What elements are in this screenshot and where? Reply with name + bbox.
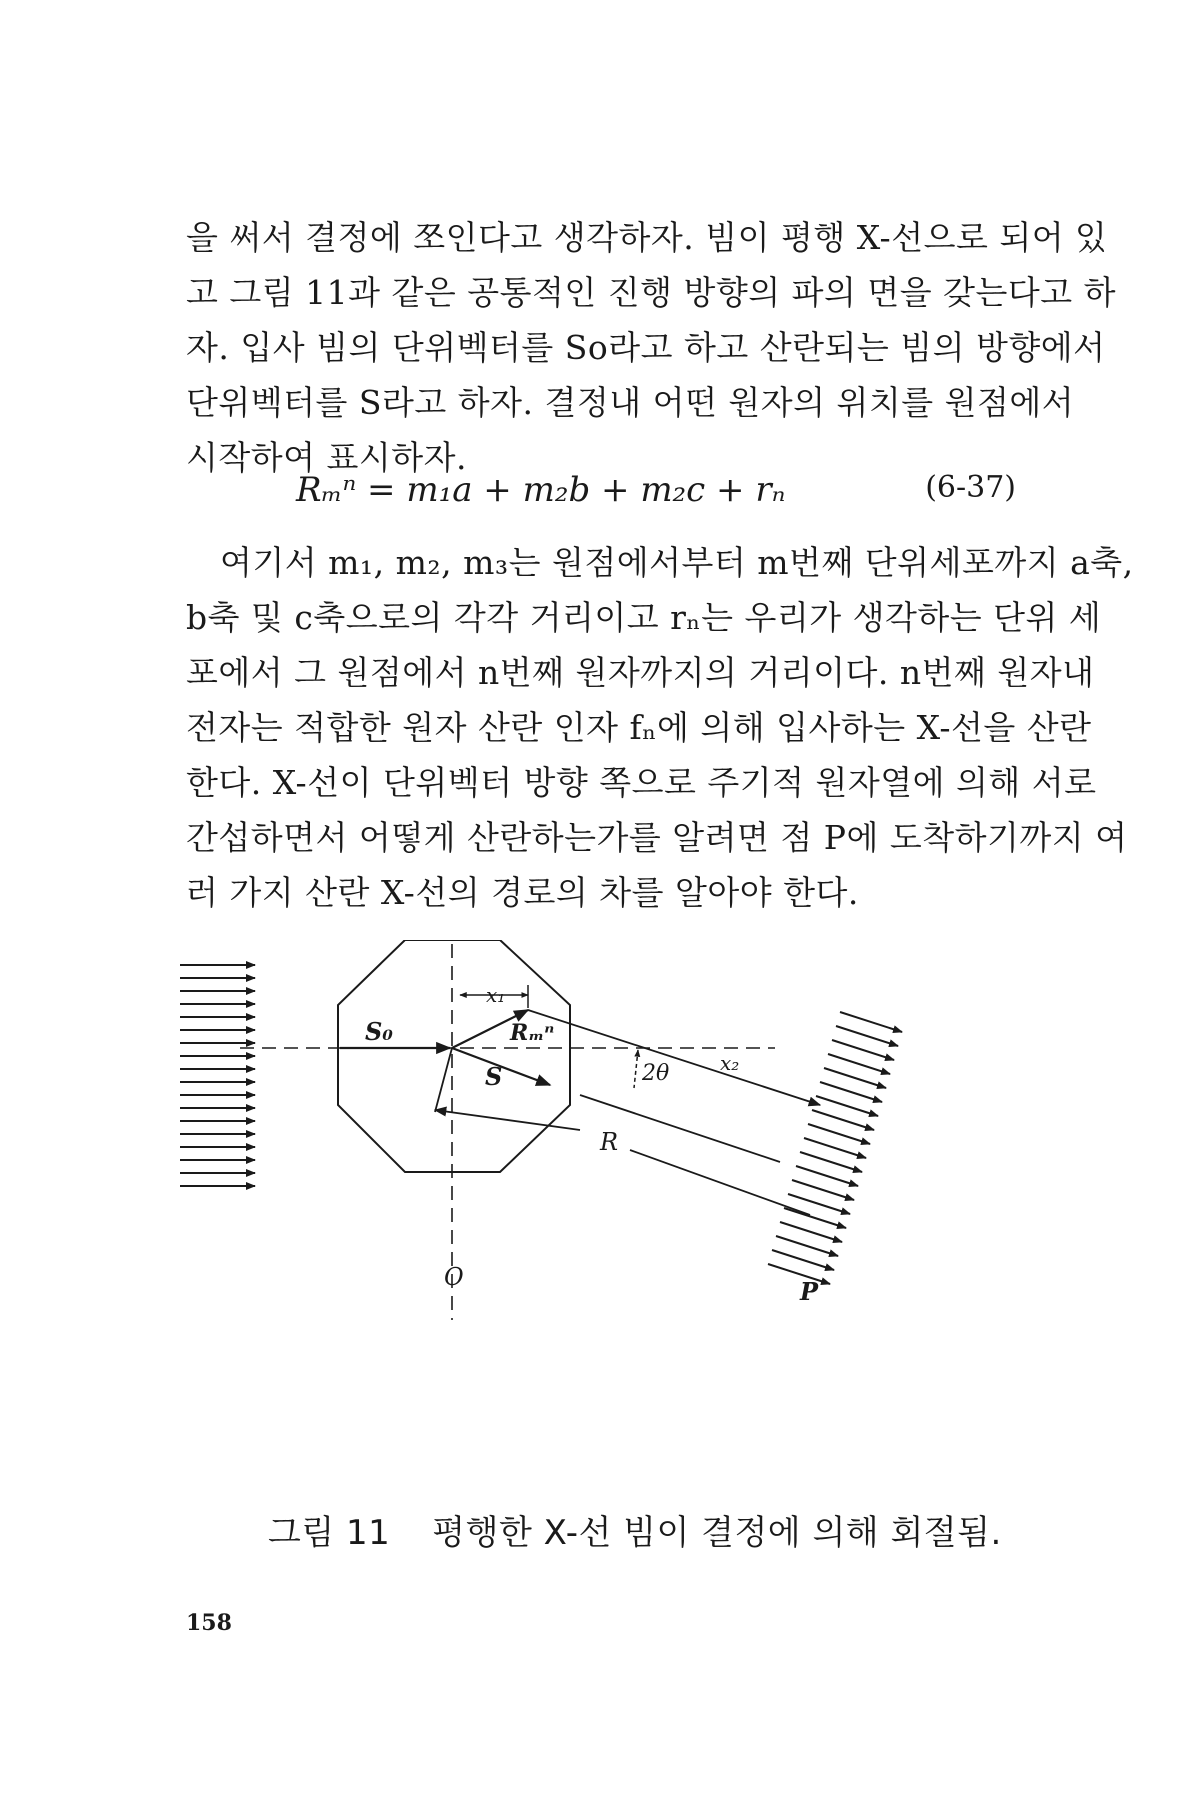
equation: Rₘⁿ = m₁a + m₂b + m₂c + rₙ bbox=[296, 470, 786, 510]
text-line: 여기서 m₁, m₂, m₃는 원점에서부터 m번째 단위세포까지 a축, bbox=[220, 543, 1134, 582]
figure-caption bbox=[268, 1505, 1002, 1554]
label-s0: S₀ bbox=[365, 1017, 393, 1046]
crystal-octagon bbox=[338, 940, 570, 1172]
label-s: S bbox=[485, 1062, 503, 1091]
label-x1: x₁ bbox=[486, 983, 506, 1007]
text-line: 포에서 그 원점에서 n번째 원자까지의 거리이다. n번째 원자내 bbox=[186, 653, 1095, 692]
label-point-p: P bbox=[800, 1277, 819, 1306]
two-theta-arc bbox=[634, 1050, 638, 1088]
text-line: b축 및 c축으로의 각각 거리이고 rₙ는 우리가 생각하는 단위 세 bbox=[186, 598, 1102, 637]
equation-row bbox=[186, 470, 1026, 520]
label-two-theta: 2θ bbox=[642, 1061, 670, 1086]
diffraction-figure bbox=[160, 940, 1060, 1540]
text-line: 한다. X-선이 단위벡터 방향 쪽으로 주기적 원자열에 의해 서로 bbox=[186, 763, 1097, 802]
diffraction-diagram bbox=[160, 940, 1060, 1540]
caption-label: 그림 11 bbox=[268, 1513, 391, 1553]
r-line bbox=[630, 1150, 810, 1215]
text-line: 러 가지 산란 X-선의 경로의 차를 알아야 한다. bbox=[186, 873, 859, 912]
drop-line bbox=[435, 1048, 452, 1112]
text-line: 고 그림 11과 같은 공통적인 진행 방향의 파의 면을 갖는다고 하 bbox=[186, 273, 1116, 312]
text-line: 단위벡터를 S라고 하자. 결정내 어떤 원자의 위치를 원점에서 bbox=[186, 383, 1075, 422]
label-rmn: Rₘⁿ bbox=[510, 1020, 555, 1046]
incident-beam-arrows bbox=[180, 965, 255, 1186]
text-line: 자. 입사 빔의 단위벡터를 So라고 하고 산란되는 빔의 방향에서 bbox=[186, 328, 1106, 367]
caption-text: 평행한 X-선 빔이 결정에 의해 회절됨. bbox=[432, 1513, 1002, 1553]
label-x2: x₂ bbox=[720, 1051, 740, 1075]
text-line: 간섭하면서 어떻게 산란하는가를 알려면 점 P에 도착하기까지 여 bbox=[186, 818, 1128, 857]
equation-number: (6-37) bbox=[925, 470, 1016, 505]
r-vector bbox=[435, 1110, 580, 1130]
page-number: 158 bbox=[186, 1610, 232, 1636]
text-line: 을 써서 결정에 쪼인다고 생각하자. 빔이 평행 X-선으로 되어 있 bbox=[186, 218, 1108, 257]
label-r: R bbox=[600, 1128, 619, 1156]
text-line: 시작하여 표시하자. bbox=[186, 438, 468, 477]
label-origin: O bbox=[444, 1263, 464, 1291]
diffracted-beam-arrows bbox=[768, 1012, 902, 1284]
paragraph-1 bbox=[186, 210, 1116, 485]
paragraph-2 bbox=[186, 535, 1134, 920]
text-line: 전자는 적합한 원자 산란 인자 fₙ에 의해 입사하는 X-선을 산란 bbox=[186, 708, 1092, 747]
scattered-ray-upper bbox=[528, 1010, 820, 1105]
